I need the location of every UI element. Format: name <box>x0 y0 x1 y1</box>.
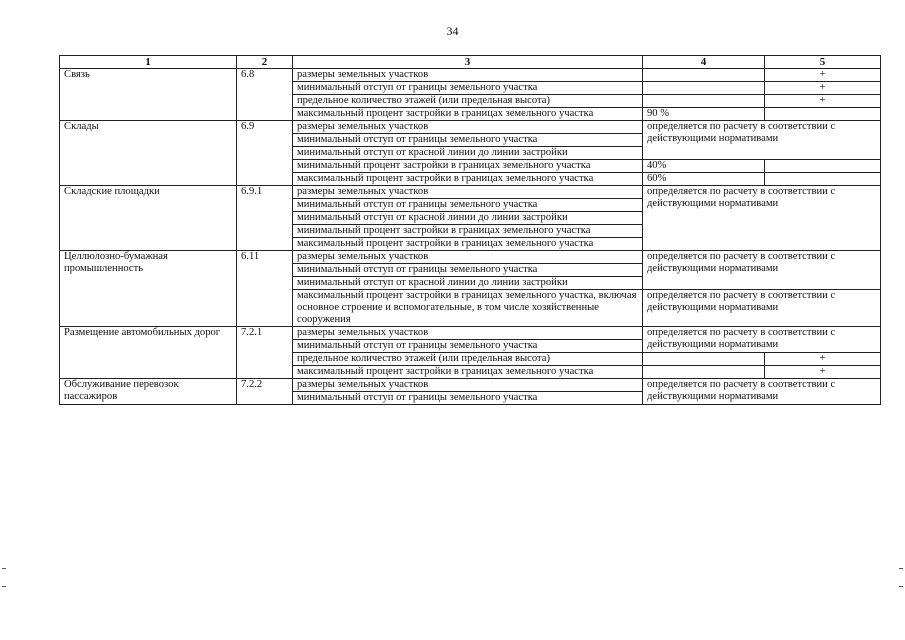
column-header-5: 5 <box>765 56 881 69</box>
merged-value-cell: определяется по расчету в соответствии с действующими нормативами <box>643 121 881 160</box>
column-header-4: 4 <box>643 56 765 69</box>
merged-value-cell: определяется по расчету в соответствии с действующими нормативами <box>643 379 881 405</box>
value-cell: 90 % <box>643 108 765 121</box>
scan-edge-mark <box>899 568 903 569</box>
merged-value-cell: определяется по расчету в соответствии с действующими нормативами <box>643 186 881 251</box>
plus-mark-cell: + <box>765 95 881 108</box>
parameter-cell: минимальный отступ от границы земельного участка <box>293 134 643 147</box>
use-name-cell: Связь <box>60 69 237 121</box>
use-code-cell: 6.11 <box>237 251 293 327</box>
value-cell <box>765 108 881 121</box>
parameter-cell: минимальный отступ от границы земельного участка <box>293 264 643 277</box>
parameter-cell: минимальный отступ от красной линии до линии застройки <box>293 277 643 290</box>
parameter-cell: размеры земельных участков <box>293 327 643 340</box>
parameter-cell: максимальный процент застройки в границах земельного участка <box>293 366 643 379</box>
value-cell: 60% <box>643 173 765 186</box>
value-cell <box>765 160 881 173</box>
column-header-2: 2 <box>237 56 293 69</box>
use-name-cell: Целлюлозно-бумажная промышленность <box>60 251 237 327</box>
parameter-cell: максимальный процент застройки в границах земельного участка <box>293 238 643 251</box>
use-name-cell: Склады <box>60 121 237 186</box>
scan-edge-mark <box>2 586 6 587</box>
parameter-cell: минимальный отступ от красной линии до линии застройки <box>293 212 643 225</box>
table-row <box>60 186 881 199</box>
use-name-cell: Складские площадки <box>60 186 237 251</box>
parameter-cell: минимальный отступ от границы земельного участка <box>293 199 643 212</box>
page-number: 34 <box>446 24 459 38</box>
merged-value-cell: определяется по расчету в соответствии с действующими нормативами <box>643 290 881 327</box>
scan-edge-mark <box>2 568 6 569</box>
value-cell <box>765 173 881 186</box>
table-row <box>60 121 881 134</box>
use-code-cell: 6.9.1 <box>237 186 293 251</box>
table-header-row <box>60 56 881 69</box>
parameter-cell: максимальный процент застройки в границах земельного участка <box>293 173 643 186</box>
parameter-cell: размеры земельных участков <box>293 186 643 199</box>
column-header-3: 3 <box>293 56 643 69</box>
parameter-cell: размеры земельных участков <box>293 121 643 134</box>
column-header-1: 1 <box>60 56 237 69</box>
value-cell <box>643 69 765 82</box>
value-cell <box>643 95 765 108</box>
plus-mark-cell: + <box>765 353 881 366</box>
use-code-cell: 7.2.2 <box>237 379 293 405</box>
value-cell <box>643 353 765 366</box>
use-code-cell: 7.2.1 <box>237 327 293 379</box>
parameter-cell: минимальный отступ от границы земельного участка <box>293 340 643 353</box>
scan-edge-mark <box>899 586 903 587</box>
plus-mark-cell: + <box>765 69 881 82</box>
parameter-cell: минимальный отступ от красной линии до линии застройки <box>293 147 643 160</box>
plus-mark-cell: + <box>765 366 881 379</box>
use-name-cell: Обслуживание перевозок пассажиров <box>60 379 237 405</box>
parameter-cell: минимальный отступ от границы земельного участка <box>293 82 643 95</box>
table-row <box>60 379 881 392</box>
parameter-cell: максимальный процент застройки в границах земельного участка, включая основное строение и вспомогательные, в том числе хозяйственные сооружения <box>293 290 643 327</box>
parameter-cell: размеры земельных участков <box>293 69 643 82</box>
value-cell <box>643 366 765 379</box>
table-row <box>60 69 881 82</box>
use-code-cell: 6.8 <box>237 69 293 121</box>
parameter-cell: минимальный отступ от границы земельного участка <box>293 392 643 405</box>
use-name-cell: Размещение автомобильных дорог <box>60 327 237 379</box>
merged-value-cell: определяется по расчету в соответствии с действующими нормативами <box>643 327 881 353</box>
parameter-cell: минимальный процент застройки в границах земельного участка <box>293 225 643 238</box>
parameter-cell: предельное количество этажей (или предельная высота) <box>293 95 643 108</box>
parameter-cell: максимальный процент застройки в границах земельного участка <box>293 108 643 121</box>
value-cell: 40% <box>643 160 765 173</box>
regulations-table <box>59 55 881 405</box>
merged-value-cell: определяется по расчету в соответствии с действующими нормативами <box>643 251 881 290</box>
plus-mark-cell: + <box>765 82 881 95</box>
table-row <box>60 251 881 264</box>
table-row <box>60 327 881 340</box>
parameter-cell: размеры земельных участков <box>293 379 643 392</box>
value-cell <box>643 82 765 95</box>
parameter-cell: минимальный процент застройки в границах земельного участка <box>293 160 643 173</box>
parameter-cell: размеры земельных участков <box>293 251 643 264</box>
use-code-cell: 6.9 <box>237 121 293 186</box>
parameter-cell: предельное количество этажей (или предельная высота) <box>293 353 643 366</box>
